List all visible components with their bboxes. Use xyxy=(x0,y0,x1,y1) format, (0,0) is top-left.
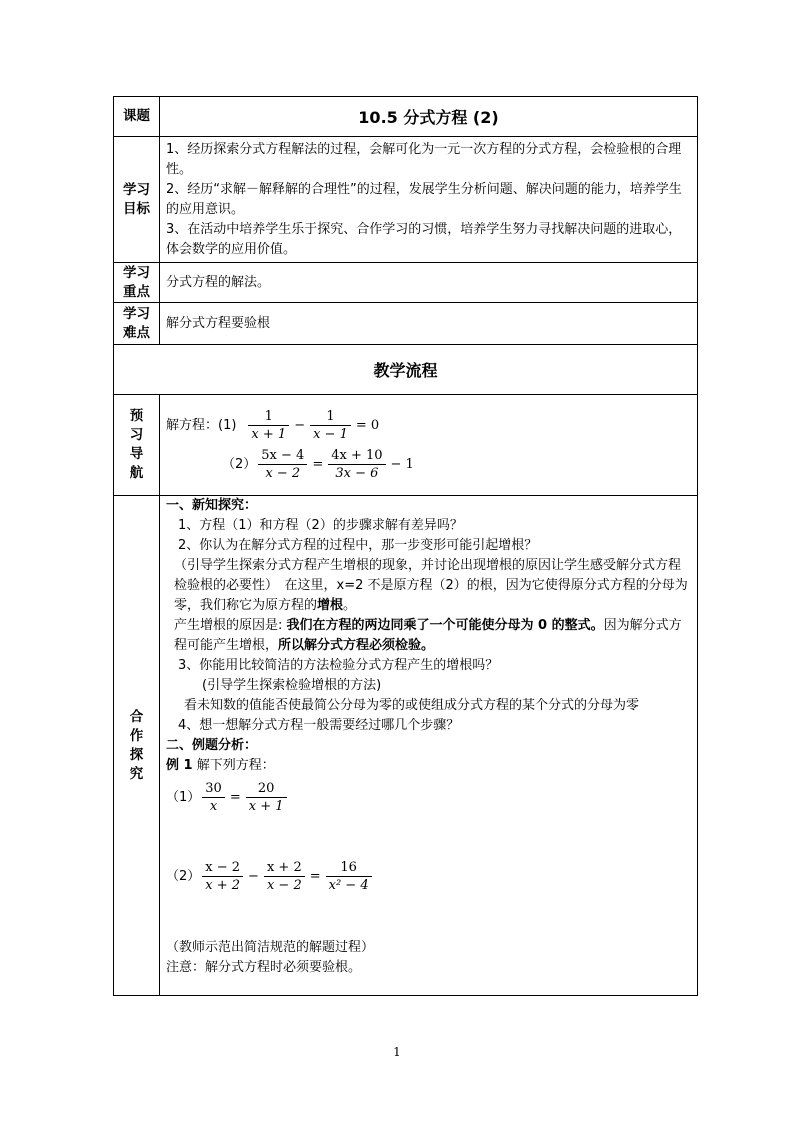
difficulties-label-line1: 学习 xyxy=(123,305,150,322)
objectives-text xyxy=(160,137,698,263)
denominator: x + 2 xyxy=(205,878,241,893)
fraction xyxy=(328,447,385,482)
operator: = xyxy=(229,789,241,805)
key-points-label xyxy=(114,263,160,303)
example-text: 解下列方程： xyxy=(196,758,275,773)
explore-label-char: 究 xyxy=(129,765,144,782)
preview-intro: 解方程：(1) xyxy=(166,417,237,433)
operator: − xyxy=(294,417,306,433)
example-intro xyxy=(166,756,691,776)
difficulties-label-line2: 难点 xyxy=(123,324,150,341)
explore-content xyxy=(160,496,698,996)
numerator: 5x − 4 xyxy=(258,447,307,465)
denominator: x + 1 xyxy=(251,427,287,442)
explore-label-char: 作 xyxy=(129,727,144,744)
fraction xyxy=(202,859,243,894)
operator: = xyxy=(309,868,321,884)
fraction xyxy=(264,859,305,894)
numerator: 30 xyxy=(202,780,225,798)
explanation-paragraph xyxy=(166,556,691,616)
preview-label-char: 导 xyxy=(129,446,144,462)
topic-label: 课题 xyxy=(114,97,160,137)
difficulties-row xyxy=(114,303,698,345)
section-heading: 一、新知探究： xyxy=(166,498,258,513)
denominator: x xyxy=(209,799,218,814)
question-4: 4、想一想解分式方程一般需要经过哪几个步骤？ xyxy=(178,718,460,733)
key-points-label-line1: 学习 xyxy=(123,264,150,281)
question-1: 1、方程（1）和方程（2）的步骤求解有差异吗？ xyxy=(178,518,463,533)
key-points-label-line2: 重点 xyxy=(123,283,150,300)
fraction xyxy=(258,447,307,482)
fraction xyxy=(248,408,289,443)
fraction xyxy=(326,859,372,894)
denominator: x² − 4 xyxy=(328,878,369,893)
fraction xyxy=(202,780,225,815)
objective-item: 3、在活动中培养学生乐于探究、合作学习的习惯，培养学生努力寻找解决问题的进取心，体会数学的应用价值。 xyxy=(166,221,682,257)
denominator: x − 2 xyxy=(265,466,301,481)
cause-bold: 我们在方程的两边同乘了一个可能使分母为 0 的整式。 xyxy=(286,618,604,633)
lesson-plan-table xyxy=(113,96,698,996)
numerator: 1 xyxy=(248,408,289,426)
flow-title: 教学流程 xyxy=(114,345,698,395)
numerator: x + 2 xyxy=(264,859,305,877)
equation-rhs: − 1 xyxy=(390,456,414,472)
fraction xyxy=(246,780,287,815)
example-equation-1 xyxy=(166,780,691,815)
numerator: x − 2 xyxy=(202,859,243,877)
preview-equation-2 xyxy=(222,447,691,482)
explore-row xyxy=(114,496,698,996)
denominator: x + 1 xyxy=(248,799,284,814)
operator: − xyxy=(248,868,259,884)
denominator: x − 2 xyxy=(266,878,302,893)
difficulties-label xyxy=(114,303,160,345)
objective-item: 2、经历“求解－解释解的合理性”的过程，发展学生分析问题、解决问题的能力，培养学生的应用意识。 xyxy=(166,181,682,217)
objectives-label-line1: 学习 xyxy=(123,181,150,198)
key-points-row xyxy=(114,263,698,303)
explore-label xyxy=(114,496,160,996)
ex2-prefix: （2） xyxy=(166,868,201,884)
numerator: 4x + 10 xyxy=(328,447,385,465)
teacher-note: （教师示范出简洁规范的解题过程） xyxy=(166,940,375,955)
numerator: 20 xyxy=(246,780,287,798)
cause-mid: 因为解分式方程可能产生增根， xyxy=(174,618,682,653)
ex1-prefix: （1） xyxy=(166,789,201,805)
numerator: 16 xyxy=(326,859,372,877)
section-heading: 二、例题分析： xyxy=(166,738,258,753)
title-row xyxy=(114,97,698,137)
numerator: 1 xyxy=(310,408,351,426)
operator: = xyxy=(312,456,324,472)
flow-title-row xyxy=(114,345,698,395)
equation-rhs: = 0 xyxy=(355,417,380,433)
question-3: 3、你能用比较简洁的方法检验分式方程产生的增根吗？ xyxy=(178,658,499,673)
preview-label xyxy=(114,395,160,496)
cause-conclusion: 所以解分式方程必须检验。 xyxy=(278,638,435,653)
preview-equation-1 xyxy=(166,408,691,443)
key-points-text: 分式方程的解法。 xyxy=(160,263,698,303)
preview-label-char: 航 xyxy=(129,465,144,481)
objectives-label xyxy=(114,137,160,263)
preview-label-char: 预 xyxy=(129,408,144,424)
question-3-method: 看未知数的值能否使最简公分母为零的或使组成分式方程的某个分式的分母为零 xyxy=(184,698,640,713)
term-extraneous-root: 增根 xyxy=(317,598,344,613)
denominator: 3x − 6 xyxy=(335,466,379,481)
fraction xyxy=(310,408,351,443)
preview-label-char: 习 xyxy=(129,427,144,443)
objective-item: 1、经历探索分式方程解法的过程，会解可化为一元一次方程的分式方程，会检验根的合理性。 xyxy=(166,141,682,177)
cause-intro: 产生增根的原因是: xyxy=(174,618,287,633)
denominator: x − 1 xyxy=(313,427,348,442)
example-label: 例 1 xyxy=(166,758,193,773)
eq2-prefix: （2） xyxy=(222,456,257,472)
objectives-row xyxy=(114,137,698,263)
explore-label-char: 探 xyxy=(129,746,144,763)
preview-row xyxy=(114,395,698,496)
cause-paragraph xyxy=(166,616,691,656)
objectives-label-line2: 目标 xyxy=(123,200,150,217)
preview-content xyxy=(160,395,698,496)
verification-note: 注意：解分式方程时必须要验根。 xyxy=(166,960,362,975)
page-number: 1 xyxy=(393,1045,401,1059)
question-3-guide: (引导学生探索检验增根的方法) xyxy=(202,678,382,693)
difficulties-text: 解分式方程要验根 xyxy=(160,303,698,345)
question-2: 2、你认为在解分式方程的过程中，那一步变形可能引起增根？ xyxy=(178,538,538,553)
explanation-text: （引导学生探索分式方程产生增根的现象，并讨论出现增根的原因让学生感受解分式方程检验根的必要性） 在这里，x=2 不是原方程（2）的根，因为它使得原分式方程的分母为零，我们称它为原方程的 xyxy=(174,558,688,613)
lesson-title: 10.5 分式方程 (2) xyxy=(160,97,698,137)
explore-label-char: 合 xyxy=(129,708,144,725)
explanation-end: 。 xyxy=(343,598,357,613)
example-equation-2 xyxy=(166,859,691,894)
